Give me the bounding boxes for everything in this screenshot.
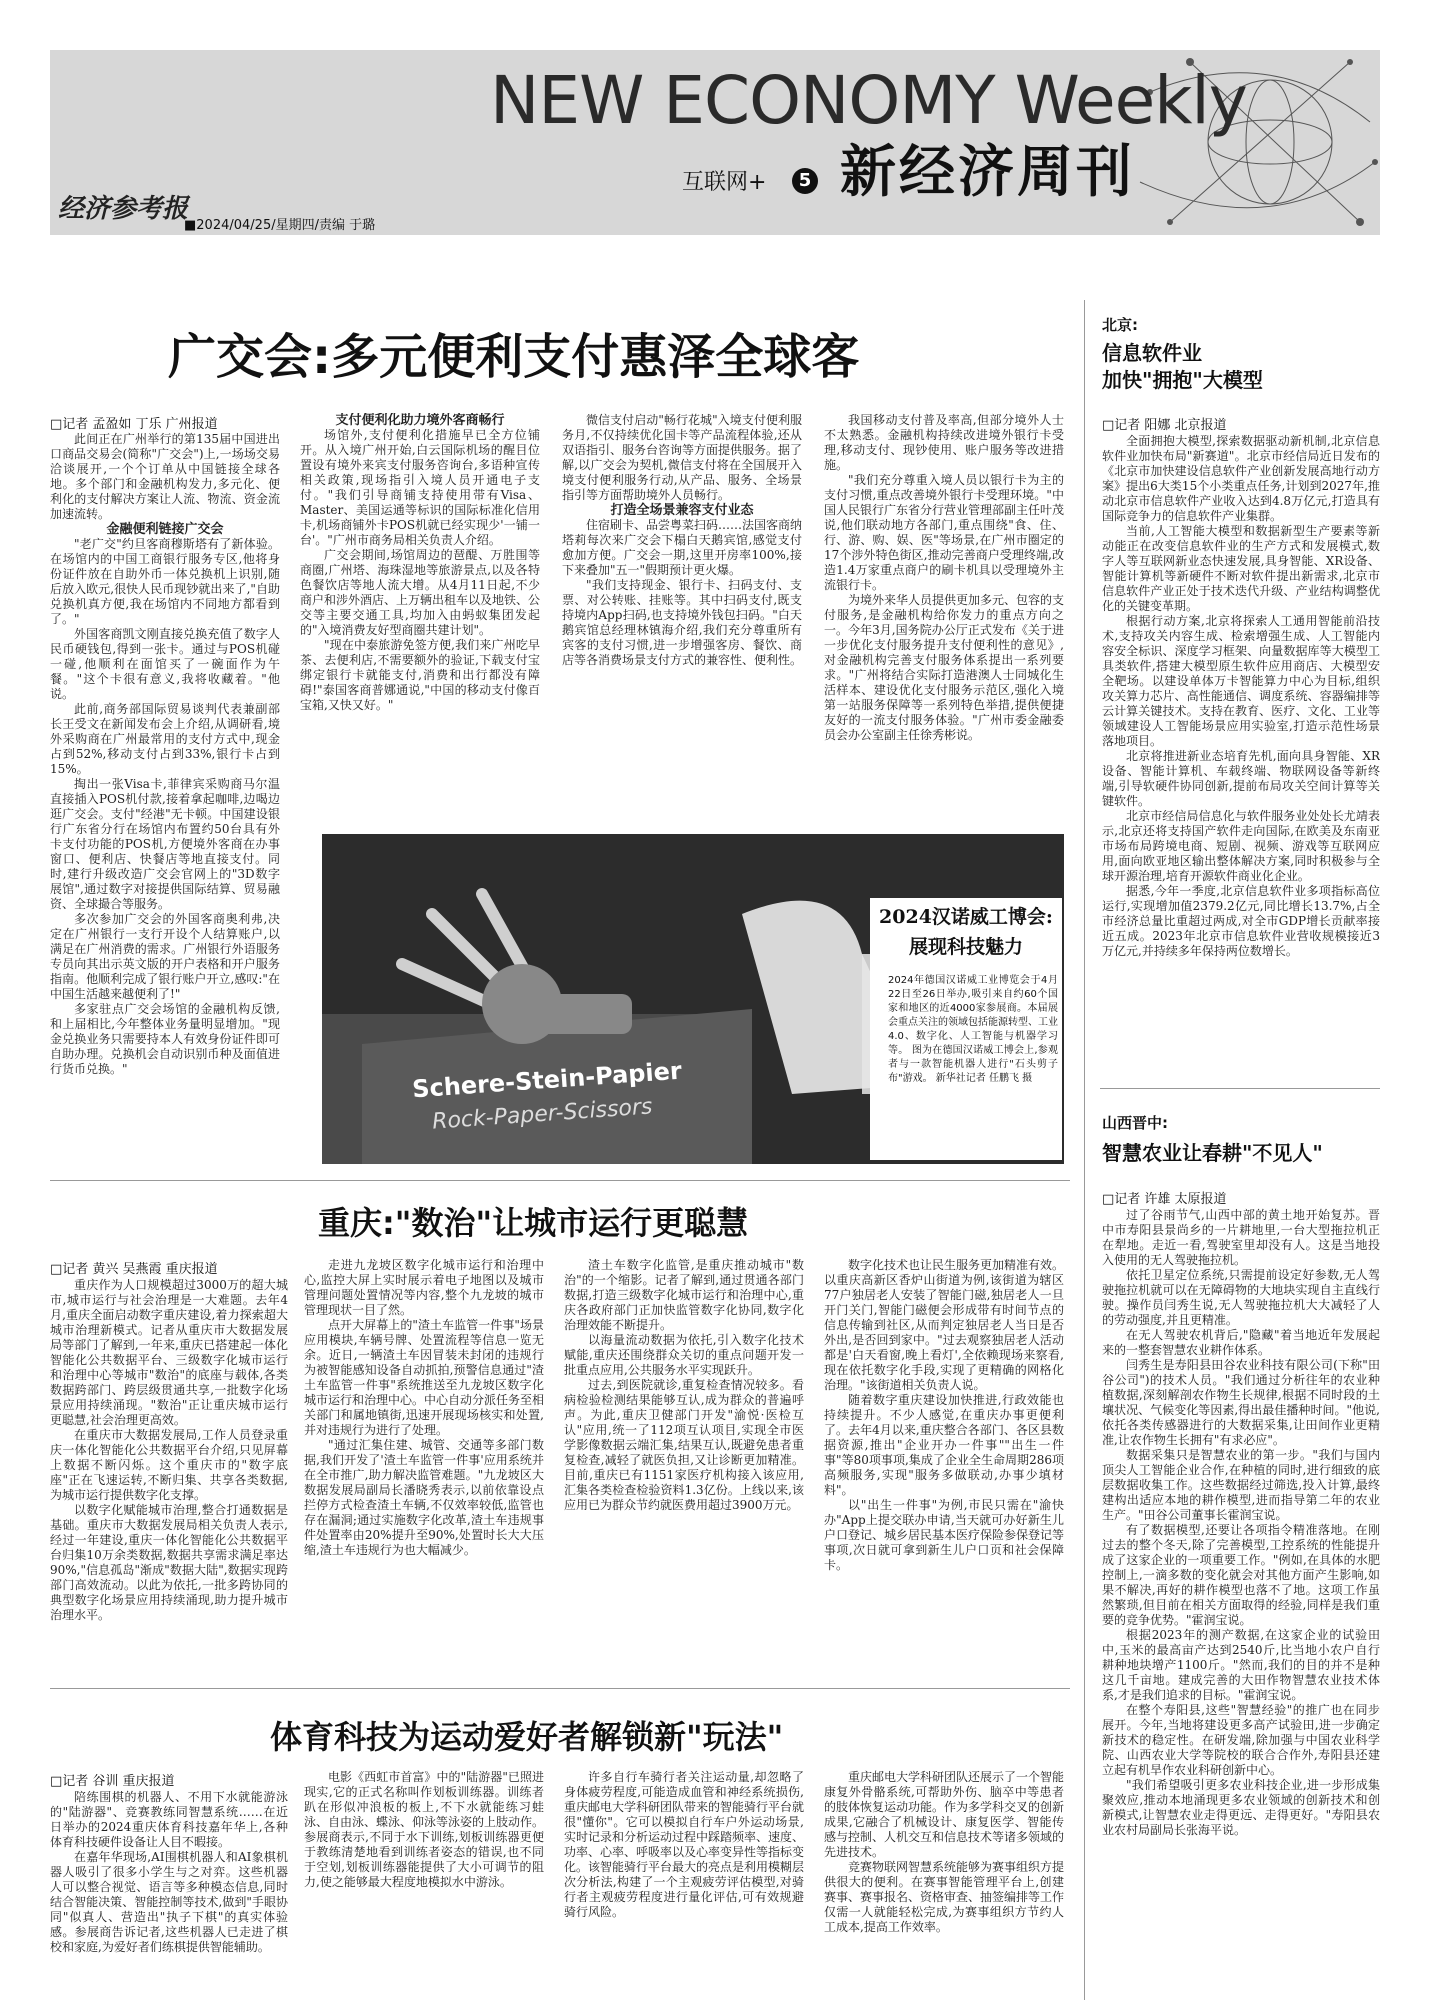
weekly-title-cn: 新经济周刊: [840, 140, 1135, 205]
photo-title-2: 展现科技魅力: [908, 936, 1023, 958]
sidebar-region-shanxi: 山西晋中:: [1102, 1114, 1168, 1132]
photo-caption: 2024年德国汉诺威工业博览会于4月22日至26日举办,吸引来自约60个国家和地区的近4000家参展商。本届展会重点关注的领域包括能源转型、工业4.0、数字化、人工智能与机器学习等。 图为在德国汉诺威工博会上,参观者与一款智能机器人进行"石头剪子布"游戏。 新华社记者 任鹏飞 摄: [888, 975, 1058, 1084]
photo-caption-box: [870, 898, 1062, 1160]
article3-column-1: 陪练围棋的机器人、不用下水就能游泳的"陆游器"、竞赛教练同智慧系统……在近日举办的2024重庆体育科技嘉年华上,各种体育科技硬件设备让人目不暇接。 在嘉年华现场,AI围棋机器人和AI象棋机器人吸引了很多小学生与之对弈。这些机器人可以整合视觉、语言等多种模态信息,同时结合智能决策、智能控制等技术,做到"手眼协同"似真人、营造出"执子下棋"的真实体验感。参展商告诉记者,这些机器人已走进了棋校和家庭,为爱好者们练棋提供智能辅助。: [50, 1790, 288, 1954]
newspaper-masthead: 经济参考报: [58, 194, 189, 224]
page-number: 5: [792, 168, 818, 194]
weekly-title-en: NEW ECONOMY Weekly: [490, 62, 1247, 139]
article2-column-3: 渣土车数字化监管,是重庆推动城市"数治"的一个缩影。记者了解到,通过贯通各部门数据,打造三级数字化城市运行和治理中心,重庆各政府部门正加快监管数字化协同,数字化治理效能不断提升。 以海量流动数据为依托,引入数字化技术赋能,重庆还围绕群众关切的重点问题开发一批重点应用,公共服务水平实现跃升。 过去,到医院就诊,重复检查情况较多。看病检验检测结果能够互认,成为群众的普遍呼声。为此,重庆卫健部门开发"渝悦·医检互认"应用,统一了112项互认项目,实现全市医学影像数据云端汇集,结果互认,既避免患者重复检查,减轻了就医负担,又让诊断更加精准。目前,重庆已有1151家医疗机构接入该应用,汇集各类检查检验资料1.3亿份。上线以来,该应用已为群众节约就医费用超过3900万元。: [564, 1258, 804, 1512]
sidebar-title-1: 信息软件业 加快"拥抱"大模型: [1102, 341, 1263, 392]
article1-headline: 广交会:多元便利支付惠泽全球客: [168, 329, 860, 385]
article2-byline: □记者 黄兴 吴燕霞 重庆报道: [50, 1262, 218, 1277]
article1-byline: □记者 孟盈如 丁乐 广州报道: [50, 417, 218, 432]
sidebar-byline-2: □记者 许雄 太原报道: [1102, 1192, 1227, 1207]
article3-byline: □记者 谷训 重庆报道: [50, 1774, 175, 1789]
sidebar-divider-h: [1100, 1088, 1380, 1089]
sidebar-title-2: 智慧农业让春耕"不见人": [1102, 1141, 1323, 1165]
article3-column-4: 重庆邮电大学科研团队还展示了一个智能康复外骨骼系统,可帮助外伤、脑卒中等患者的肢体恢复运动功能。作为多学科交叉的创新成果,它融合了机械设计、康复医学、智能传感与控制、人机交互和信息技术等诸多领域的先进技术。 竞赛物联网智慧系统能够为赛事组织方提供很大的便利。在赛事智能管理平台上,创建赛事、赛事报名、资格审查、抽签编排等工作仅需一人就能轻松完成,为赛事组织方节约人工成本,提高工作效率。: [824, 1770, 1064, 1934]
photo-title-1: 2024汉诺威工博会:: [879, 906, 1053, 928]
article2-column-2: 走进九龙坡区数字化城市运行和治理中心,监控大屏上实时展示着电子地图以及城市管理问题处置情况等内容,整个九龙坡的城市管理现状一目了然。 点开大屏幕上的"渣土车监管一件事"场景应用模块,车辆号牌、处置流程等信息一览无余。近日,一辆渣土车因冒装未封闭的违规行为被智能感知设备自动抓拍,预警信息通过"渣土车监管一件事"系统推送至九龙坡区数字化城市运行和治理中心。中心自动分派任务至相关部门和属地镇街,迅速开展现场核实和处置,并对违规行为进行了处理。 "通过汇集住建、城管、交通等多部门数据,我们开发了'渣土车监管一件事'应用系统并在全市推广,助力解决监管难题。"九龙坡区大数据发展局副局长潘晓秀表示,以前依靠设点拦停方式检查渣土车辆,不仅效率较低,监管也存在漏洞;通过实施数字化改革,渣土车违规事件处置率由20%提升至90%,处置时长大大压缩,渣土车违规行为也大幅减少。: [304, 1258, 544, 1557]
article1-column-4: 我国移动支付普及率高,但部分境外人士不太熟悉。金融机构持续改进境外银行卡受理,移动支付、现钞使用、账户服务等改进措施。 "我们充分尊重入境人员以银行卡为主的支付习惯,重点改善境外银行卡受理环境。"中国人民银行广东省分行营业管理部副主任叶茂说,他们联动地方各部门,重点围绕"食、住、行、游、购、娱、医"等场景,在广州市圈定的17个涉外特色街区,推动完善商户受理终端,改造1.4万家重点商户的刷卡机具以受理境外主流银行卡。 为境外来华人员提供更加多元、包容的支付服务,是金融机构给你发力的重点方向之一。今年3月,国务院办公厅正式发布《关于进一步优化支付服务提升支付便利性的意见》,对金融机构完善支付服务体系提出一系列要求。"广州将结合实际打造港澳人士同城化生活样本、建设优化支付服务示范区,强化入境第一站服务保障等一系列特色举措,提供便捷友好的一流支付服务体验。"广州市委金融委员会办公室副主任徐秀彬说。: [824, 413, 1064, 742]
photo-sign-line-2: Rock-Paper-Scissors: [431, 1094, 654, 1135]
article1-column-3: 微信支付启动"畅行花城"入境支付便利服务月,不仅持续优化国卡等产品流程体验,还从双语指引、服务台咨询等方面提供服务。据了解,以广交会为契机,微信支付将在全国展开入境支付便利服务行动,从产品、服务、全场景指引等方面帮助境外人员畅行。 打造全场景兼容支付业态 住宿刷卡、品尝粤菜扫码……法国客商纳塔莉每次来广交会下榻白天鹅宾馆,感觉支付愈加方便。广交会一期,这里开房率100%,接下来叠加"五一"假期预计更火爆。 "我们支持现金、银行卡、扫码支付、支票、对公转账、挂账等。其中扫码支付,既支持境内App扫码,也支持境外钱包扫码。"白天鹅宾馆总经理林镇海介绍,我们充分尊重所有宾客的支付习惯,进一步增强客房、餐饮、商店等各消费场景支付方式的兼容性、便利性。: [562, 413, 802, 667]
article3-column-3: 许多自行车骑行者关注运动量,却忽略了身体疲劳程度,可能造成血管和神经系统损伤,重庆邮电大学科研团队带来的智能骑行平台就很"懂你"。它可以模拟自行车户外运动场景,实时记录和分析运动过程中踩踏频率、速度、功率、心率、呼吸率以及心率变异性等指标变化。该智能骑行平台最大的亮点是利用模糊层次分析法,构建了一个主观疲劳评估模型,对骑行者主观疲劳程度进行量化评估,可有效规避骑行风险。: [564, 1770, 804, 1919]
sidebar-byline-1: □记者 阳娜 北京报道: [1102, 418, 1227, 433]
article2-column-1: 重庆作为人口规模超过3000万的超大城市,城市运行与社会治理是一大难题。去年4月,重庆全面启动数字重庆建设,着力探索超大城市治理新模式。记者从重庆市大数据发展局等部门了解到,一年来,重庆已搭建起一体化智能化公共数据平台、三级数字化城市运行和治理中心等城市"数治"的底座与载体,各类数据跨部门、跨层级贯通共享,一批数字化场景应用持续涌现。"数治"正让重庆城市运行更聪慧,社会治理更高效。 在重庆市大数据发展局,工作人员登录重庆一体化智能化公共数据平台介绍,只见屏幕上数据不断闪烁。这个重庆市的"数字底座"正在飞速运转,不断归集、共享各类数据,为城市运行提供数字化支撑。 以数字化赋能城市治理,整合打通数据是基础。重庆市大数据发展局相关负责人表示,经过一年建设,重庆一体化智能化公共数据平台归集10万余类数据,数据共享需求满足率达90%,"信息孤岛"渐成"数据大陆",数据实现跨部门高效流动。以此为依托,一批多跨协同的典型数字化场景应用持续涌现,助力提升城市治理水平。: [50, 1278, 288, 1622]
article1-column-1: 此间正在广州举行的第135届中国进出口商品交易会(简称"广交会")上,一场场交易洽谈展开,一个个订单从中国链接全球各地。多个部门和金融机构发力,多元化、便利化的支付解决方案让人流、物流、资金流加速流转。 金融便利链接广交会 "老广交"约旦客商穆斯塔有了新体验。在场馆内的中国工商银行服务专区,他将身份证件放在自助外币一体兑换机上识别,随后放入欧元,很快人民币现钞就出来了,"自助兑换机真方便,我在场馆内不同地方都看到了。" 外国客商凯文刚直接兑换充值了数字人民币硬钱包,得到一张卡。通过与POS机碰一碰,他顺利在面馆买了一碗面作为午餐。"这个卡很有意义,我将收藏着。"他说。 此前,商务部国际贸易谈判代表兼副部长王受文在新闻发布会上介绍,从调研看,境外采购商在广州最常用的支付方式中,现金占到52%,移动支付占到33%,银行卡占到15%。 掏出一张Visa卡,菲律宾采购商马尔温直接插入POS机付款,接着拿起咖啡,边喝边逛广交会。支付"经港"无卡顿。中国建设银行广东省分行在场馆内布置约50台具有外卡支付功能的POS机,方便境外客商在办事窗口、便利店、快餐店等地直接支付。同时,建行升级改造广交会官网上的"3D数字展馆",通过数字对接提供国际结算、贸易融资、全球撮合等服务。 多次参加广交会的外国客商奥利弗,决定在广州银行一支行开设个人结算账户,以满足在广州消费的需求。广州银行外语服务专员向其出示英文版的开户表格和开户服务指南。他顺利完成了银行账户开立,感叹:"在中国生活越来越便利了!" 多家驻点广交会场馆的金融机构反馈,和上届相比,今年整体业务量明显增加。"现金兑换业务只需要持本人有效身份证件即可自助办理。兑换机会自动识别币种及面值进行货币兑换。": [50, 432, 280, 1076]
section-tag: 互联网+: [682, 170, 767, 195]
article3-column-2: 电影《西虹市首富》中的"陆游器"已照进现实,它的正式名称叫作划板训练器。训练者趴在形似冲浪板的板上,不下水就能练习蛙泳、自由泳、蝶泳、仰泳等泳姿的上肢动作。参展商表示,不同于水下训练,划板训练器更便于教练清楚地看到训练者姿态的错误,也不同于空划,划板训练器能提供了大小可调节的阻力,使之能够最大程度地模拟水中游泳。: [304, 1770, 544, 1889]
article2-column-4: 数字化技术也让民生服务更加精准有效。以重庆高新区香炉山街道为例,该街道为辖区77户独居老人安装了智能门磁,独居老人一旦开门关门,智能门磁便会形成带有时间节点的信息传输到社区,从而判定独居老人当日是否外出,是否回到家中。"过去观察独居老人活动都是'白天看窗,晚上看灯',全依赖现场来察看,现在依托数字化手段,实现了更精确的网格化治理。"该街道相关负责人说。 随着数字重庆建设加快推进,行政效能也持续提升。不少人感觉,在重庆办事更便利了。去年4月以来,重庆整合各部门、各区县数据资源,推出"企业开办一件事""出生一件事"等80项事项,集成了企业全生命周期286项高频服务,实现"服务多做联动,办事少填材料"。 以"出生一件事"为例,市民只需在"渝快办"App上提交联办申请,当天就可办好新生儿户口登记、城乡居民基本医疗保险参保登记等事项,次日就可拿到新生儿户口页和社会保障卡。: [824, 1258, 1064, 1572]
divider-article2: [50, 1180, 1070, 1181]
sidebar-region-beijing: 北京:: [1102, 316, 1138, 334]
article1-subhead-2: 支付便利化助力境外客商畅行: [335, 413, 505, 428]
article2-headline: 重庆:"数治"让城市运行更聪慧: [318, 1204, 749, 1242]
sidebar-article-1: 全面拥抱大模型,探索数据驱动新机制,北京信息软件业加快布局"新赛道"。北京市经信局近日发布的《北京市加快建设信息软件产业创新发展高地行动方案》提出6大类15个小类重点任务,计划到2027年,推动北京市信息软件产业收入达到4.8万亿元,打造具有国际竞争力的信息软件产业集群。 当前,人工智能大模型和数据新型生产要素等新动能正在改变信息软件业的生产方式和发展模式,数字人等互联网新业态快速发展,具身智能、XR设备、智能计算机等新硬件不断对软件提出新需求,北京市信息软件产业正处于技术迭代升级、产业结构调整优化的关键变革期。 根据行动方案,北京将探索人工通用智能前沿技术,支持攻关内容生成、检索增强生成、人工智能内容安全标识、深度学习框架、向量数据库等大模型工具类软件,搭建大模型原生软件应用商店、大模型安全靶场。以建设单体万卡智能算力中心为目标,组织攻关算力芯片、高性能通信、调度系统、容器编排等云计算关键技术。支持在教育、医疗、文化、工业等领域建设人工智能场景应用实验室,打造示范性场景落地项目。 北京将推进新业态培育先机,面向具身智能、XR设备、智能计算机、车载终端、物联网设备等新终端,引导软硬件协同创新,提前布局攻关空间计算等关键软件。 北京市经信局信息化与软件服务业处处长尤靖表示,北京还将支持国产软件走向国际,在欧美及东南亚市场布局跨境电商、短剧、视频、游戏等互联网应用,面向欧亚地区输出整体解决方案,同时积极参与全球开源治理,培育开源软件商业化企业。 据悉,今年一季度,北京信息软件业多项指标高位运行,实现增加值2379.2亿元,同比增长13.7%,占全市经济总量比重超过两成,对全市GDP增长贡献率接近五成。2023年北京市信息软件业营收规模接近3万亿元,并持续多年保持两位数增长。: [1102, 434, 1380, 958]
dateline: ■2024/04/25/星期四/责编 于璐: [184, 218, 376, 233]
article1-subhead-1: 金融便利链接广交会: [106, 522, 224, 537]
photo-sign-line-1: Schere-Stein-Papier: [411, 1056, 683, 1104]
article1-column-2: 支付便利化助力境外客商畅行 场馆外,支付便利化措施早已全方位铺开。从入境广州开始,白云国际机场的醒目位置设有境外来宾支付服务咨询台,多语种宣传相关政策,现场指引入境人员开通电子支付。"我们引导商铺支持使用带有Visa、Master、美国运通等标识的国际标准化信用卡,机场商铺外卡POS机就已经实现少'一铺一台'。"广州市商务局相关负责人介绍。 广交会期间,场馆周边的琶醍、万胜围等商圈,广州塔、海珠湿地等旅游景点,以及各特色餐饮店等地人流大增。从4月11日起,不少商户和涉外酒店、上万辆出租车以及地铁、公交等主要交通工具,均加入由蚂蚁集团发起的"入境消费友好型商圈共建计划"。 "现在中泰旅游免签方便,我们来广州吃早茶、去便利店,不需要额外的验证,下载支付宝绑定银行卡就能支付,消费和出行都没有障碍!"泰国客商普娜通说,"中国的移动支付像百宝箱,又快又好。": [300, 413, 540, 712]
article1-subhead-3: 打造全场景兼容支付业态: [610, 503, 754, 518]
sidebar-article-2: 过了谷雨节气,山西中部的黄土地开始复苏。晋中市寿阳县景尚乡的一片耕地里,一台大型拖拉机正在犁地。走近一看,驾驶室里却没有人。这是当地投入使用的无人驾驶拖拉机。 依托卫星定位系统,只需提前设定好参数,无人驾驶拖拉机就可以在无障碍物的大地块实现自主直线行驶。操作员闫秀生说,无人驾驶拖拉机大大减轻了人的劳动强度,并且更精准。 在无人驾驶农机背后,"隐藏"着当地近年发展起来的一整套智慧农业耕作体系。 闫秀生是寿阳县田谷农业科技有限公司(下称"田谷公司")的技术人员。"我们通过分析往年的农业种植数据,深刻解剖农作物生长规律,根据不同时段的土壤状况、气候变化等因素,得出最佳播种时间。"他说,依托各类传感器进行的大数据采集,让田间作业更精准,让农作物生长拥有"有求必应"。 数据采集只是智慧农业的第一步。"我们与国内顶尖人工智能企业合作,在种植的同时,进行细致的底层数据收集工作。这些数据经过筛选,投入计算,最终建构出适应本地的耕作模型,进而指导第二年的农业生产。"田谷公司董事长霍润宝说。 有了数据模型,还要让各项指令精准落地。在刚过去的整个冬天,除了完善模型,工控系统的性能提升成了这家企业的一项重要工作。"例如,在具体的水肥控制上,一滴多数的变化就会对其他方面产生影响,如果不解决,再好的耕作模型也落不了地。这项工作虽然繁琐,但目前在相关方面取得的经验,同样是我们重要的竞争优势。"霍润宝说。 根据2023年的测产数据,在这家企业的试验田中,玉米的最高亩产达到2540斤,比当地小农户自行耕种地块增产1100斤。"然而,我们的目的并不是种这几千亩地。建成完善的大田作物智慧农业技术体系,才是我们追求的目标。"霍润宝说。 在整个寿阳县,这些"智慧经验"的推广也在同步展开。今年,当地将建设更多高产试验田,进一步确定新技术的稳定性。在研发端,除加强与中国农业科学院、山西农业大学等院校的联合合作外,寿阳县还建立起有机旱作农业科研创新中心。 "我们希望吸引更多农业科技企业,进一步形成集聚效应,推动本地涌现更多农业领域的创新技术和创新模式,让智慧农业走得更远、走得更好。"寿阳县农业农村局副局长张海平说。: [1102, 1208, 1380, 1837]
article3-headline: 体育科技为运动爱好者解锁新"玩法": [270, 1718, 784, 1756]
sidebar-divider: [1084, 300, 1085, 2000]
divider-article3: [50, 1688, 1070, 1689]
